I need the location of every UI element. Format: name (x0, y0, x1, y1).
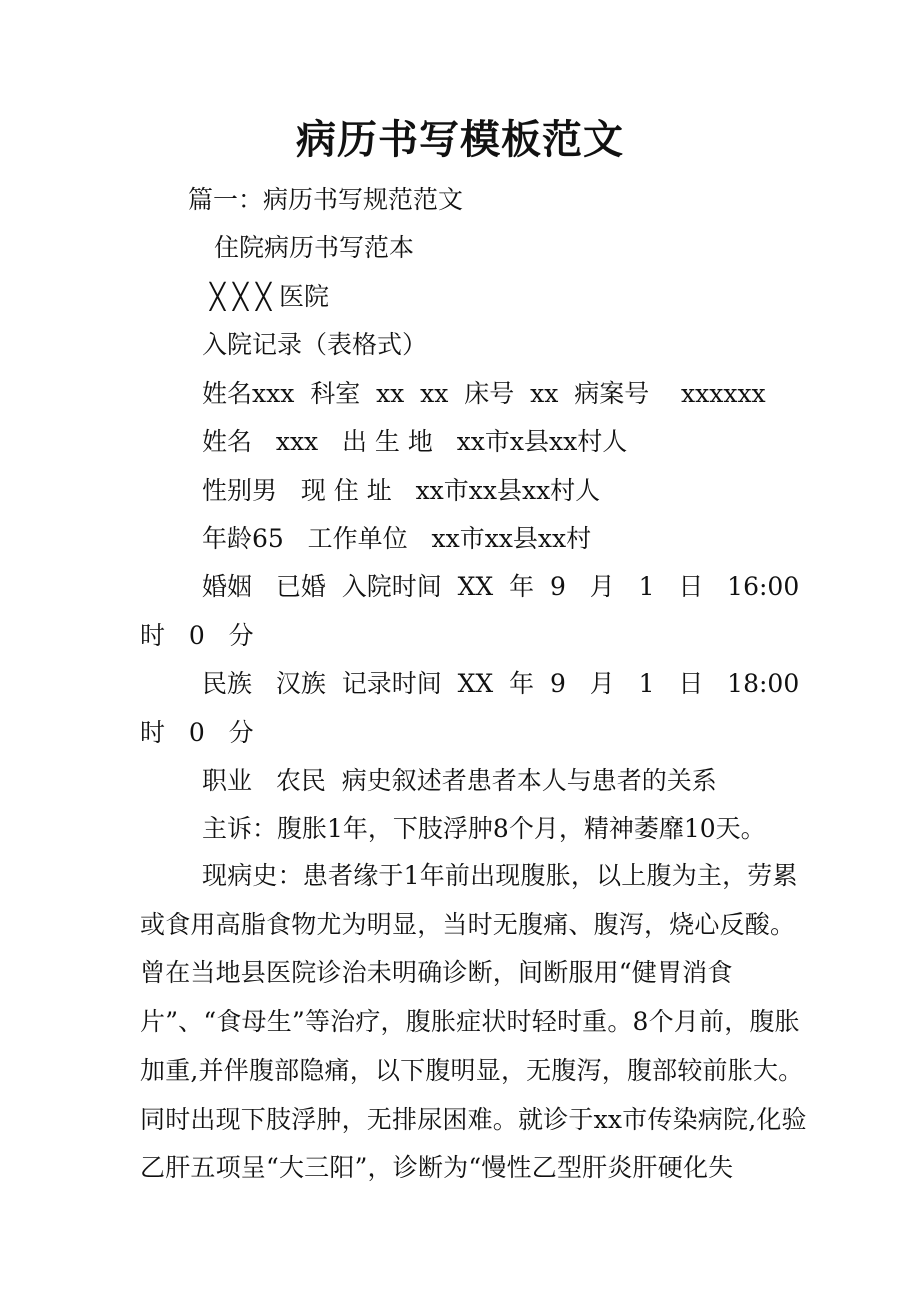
document-title: 病历书写模板范文 (296, 116, 624, 163)
field-marriage-continued: 时 0 分 (140, 621, 254, 650)
present-illness-paragraph: 现病史：患者缘于1年前出现腹胀，以上腹为主，劳累或食用高脂食物尤为明显，当时无腹痛、腹泻，烧心反酸。曾在当地县医院诊治未明确诊断，间断服用“健胃消食片”、“食母生”等治疗，腹胀症状时轻时重。8个月前，腹胀加重,并伴腹部隐痛，以下腹明显，无腹泻，腹部较前胀大。同时出现下肢浮肿，无排尿困难。就诊于xx市传染病院,化验乙肝五项呈“大三阳”，诊断为“慢性乙型肝炎肝硬化失 (140, 861, 807, 1183)
field-ethnicity: 民族 汉族 记录时间 XX 年 9 月 1 日 18:00 (202, 669, 800, 698)
chief-complaint: 主诉：腹胀1年，下肢浮肿8个月，精神萎靡10天。 (202, 814, 766, 843)
record-subtitle: 住院病历书写范本 (214, 233, 415, 262)
field-age: 年龄65 工作单位 xx市xx县xx村 (202, 524, 592, 553)
patient-header-line: 姓名xxx 科室 xx xx 床号 xx 病案号 xxxxxx (202, 379, 766, 408)
field-ethnicity-continued: 时 0 分 (140, 718, 254, 747)
field-occupation: 职业 农民 病史叙述者患者本人与患者的关系 (202, 766, 717, 795)
field-name: 姓名 xxx 出 生 地 xx市x县xx村人 (202, 427, 628, 456)
field-sex: 性别男 现 住 址 xx市xx县xx村人 (202, 476, 601, 505)
field-marriage: 婚姻 已婚 入院时间 XX 年 9 月 1 日 16:00 (202, 572, 800, 601)
section-heading: 篇一：病历书写规范范文 (188, 185, 464, 214)
hospital-name: ╳ ╳ ╳ 医院 (210, 282, 329, 311)
record-type: 入院记录（表格式） (202, 330, 428, 359)
